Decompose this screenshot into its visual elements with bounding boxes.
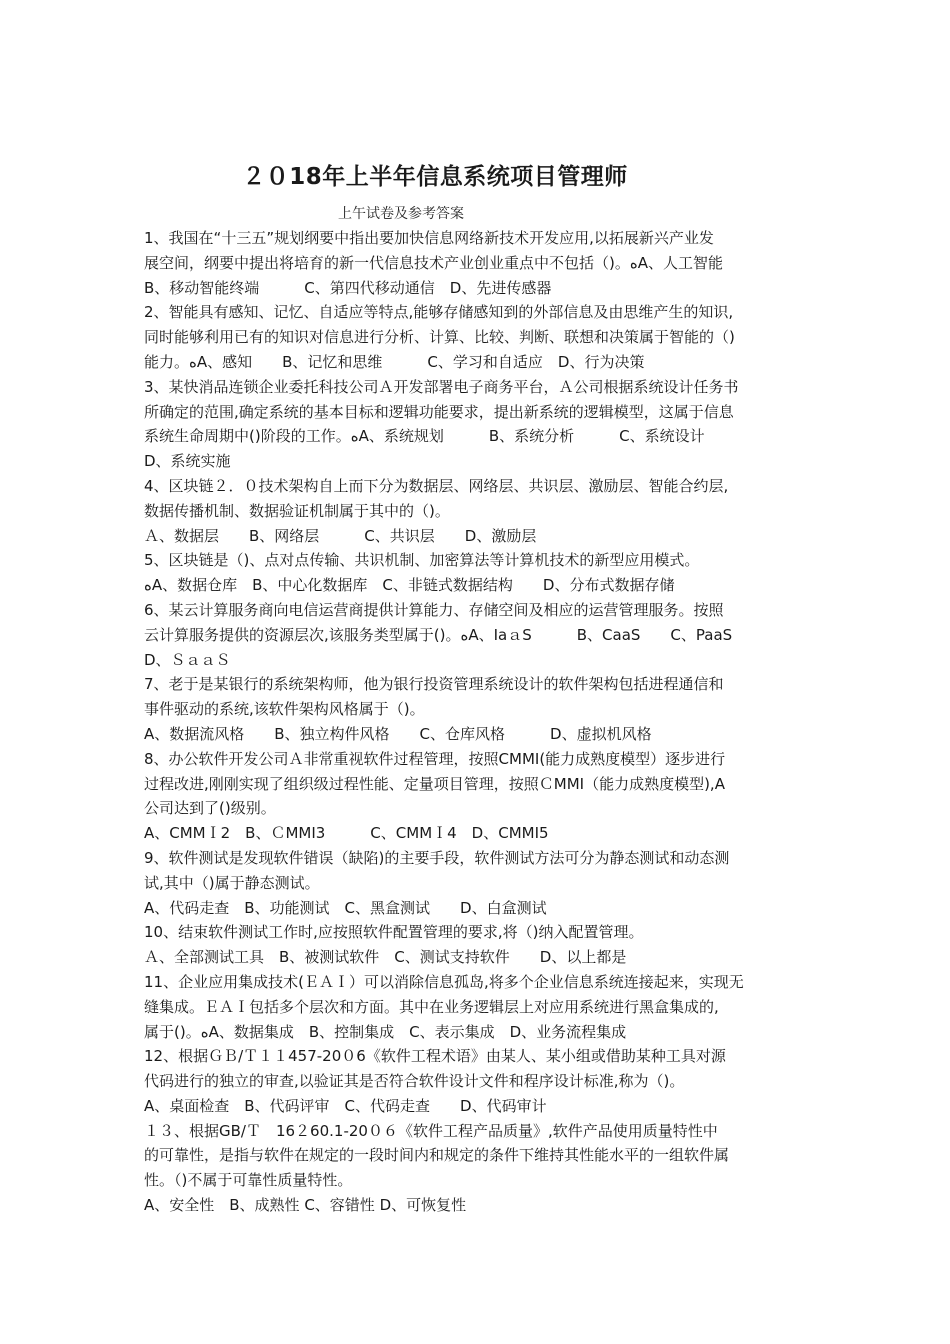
text-line: 展空间，纲要中提出将培育的新一代信息技术产业创业重点中不包括（)。ﻩA、人工智能 — [144, 253, 723, 272]
text-line: Ａ、全部测试工具 B、被测试软件 C、测试支持软件 D、以上都是 — [144, 948, 627, 967]
text-line: ﻩA、数据仓库 B、中心化数据库 C、非链式数据结构 D、分布式数据存储 — [144, 576, 675, 595]
text-line: 缝集成。ＥＡＩ包括多个层次和方面。其中在业务逻辑层上对应用系统进行黑盒集成的, — [144, 997, 719, 1016]
text-line: 3、某快消品连锁企业委托科技公司Ａ开发部署电子商务平台，Ａ公司根据系统设计任务书 — [144, 377, 739, 396]
text-line: A、CMMＩ2 B、ＣMMI3 C、CMMＩ4 D、CMMI5 — [144, 824, 549, 843]
text-line: 的可靠性，是指与软件在规定的一段时间内和规定的条件下维持其性能水平的一组软件属 — [144, 1146, 730, 1165]
document-title: ２０18年上半年信息系统项目管理师 — [242, 164, 628, 190]
text-line: 数据传播机制、数据验证机制属于其中的（)。 — [144, 501, 450, 520]
text-line: 12、根据ＧＢ/Ｔ１１457-20０6《软件工程术语》由某人、某小组或借助某种工具对源 — [144, 1047, 726, 1066]
text-line: 8、办公软件开发公司Ａ非常重视软件过程管理，按照CMMI(能力成熟度模型）逐步进行 — [144, 749, 726, 768]
text-line: 同时能够利用已有的知识对信息进行分析、计算、比较、判断、联想和决策属于智能的（) — [144, 328, 735, 347]
text-line: A、安全性 B、成熟性 C、容错性 D、可恢复性 — [144, 1196, 467, 1215]
text-line: 公司达到了()级别。 — [144, 799, 276, 818]
text-line: 系统生命周期中()阶段的工作。ﻩA、系统规划 B、系统分析 C、系统设计 — [144, 427, 705, 446]
text-line: Ａ、数据层 B、网络层 C、共识层 D、激励层 — [144, 526, 537, 545]
text-line: 代码进行的独立的审查,以验证其是否符合软件设计文件和程序设计标准,称为（)。 — [144, 1072, 685, 1091]
text-line: １３、根据GB/Ｔ 16２60.1-20０６《软件工程产品质量》,软件产品使用质量特性中 — [144, 1121, 718, 1140]
text-line: 性。（)不属于可靠性质量特性。 — [144, 1171, 353, 1190]
text-line: 1、我国在“十三五”规划纲要中指出要加快信息网络新技术开发应用,以拓展新兴产业发 — [144, 229, 714, 247]
text-line: 试,其中（)属于静态测试。 — [144, 873, 320, 892]
text-line: 属于()。ﻩA、数据集成 B、控制集成 C、表示集成 D、业务流程集成 — [144, 1022, 627, 1041]
text-line: 7、老于是某银行的系统架构师，他为银行投资管理系统设计的软件架构包括进程通信和 — [144, 675, 724, 694]
text-line: 11、企业应用集成技术(ＥＡＩ）可以消除信息孤岛,将多个企业信息系统连接起来，实现无 — [144, 972, 744, 991]
text-line: 9、软件测试是发现软件错误（缺陷)的主要手段，软件测试方法可分为静态测试和动态测 — [144, 848, 730, 867]
text-line: 所确定的范围,确定系统的基本目标和逻辑功能要求，提出新系统的逻辑模型，这属于信息 — [144, 402, 734, 421]
text-line: 事件驱动的系统,该软件架构风格属于（)。 — [144, 700, 425, 719]
document-subtitle: 上午试卷及参考答案 — [338, 206, 464, 222]
text-line: 云计算服务提供的资源层次,该服务类型属于()。ﻩA、IaａS B、CaaS C、PaaS — [144, 625, 733, 644]
text-line: 6、某云计算服务商向电信运营商提供计算能力、存储空间及相应的运营管理服务。按照 — [144, 600, 724, 619]
text-line: 5、区块链是（)、点对点传输、共识机制、加密算法等计算机技术的新型应用模式。 — [144, 551, 700, 570]
text-line: D、系统实施 — [144, 452, 231, 471]
text-line: D、ＳａａＳ — [144, 650, 231, 669]
text-line: A、桌面检查 B、代码评审 C、代码走查 D、代码审计 — [144, 1096, 547, 1115]
text-line: A、数据流风格 B、独立构件风格 C、仓库风格 D、虚拟机风格 — [144, 724, 652, 743]
text-line: A、代码走查 B、功能测试 C、黑盒测试 D、白盒测试 — [144, 898, 547, 917]
text-line: 能力。ﻩA、感知 B、记忆和思维 C、学习和自适应 D、行为决策 — [144, 352, 645, 371]
text-line: 2、智能具有感知、记忆、自适应等特点,能够存储感知到的外部信息及由思维产生的知识, — [144, 303, 734, 322]
document-body — [144, 226, 808, 1218]
text-line: B、移动智能终端 C、第四代移动通信 D、先进传感器 — [144, 278, 552, 297]
text-line: 10、结束软件测试工作时,应按照软件配置管理的要求,将（)纳入配置管理。 — [144, 923, 644, 942]
text-line: 过程改进,刚刚实现了组织级过程性能、定量项目管理，按照ＣMMI（能力成熟度模型),A — [144, 774, 725, 793]
text-line: 4、区块链２．０技术架构自上而下分为数据层、网络层、共识层、激励层、智能合约层, — [144, 476, 729, 495]
